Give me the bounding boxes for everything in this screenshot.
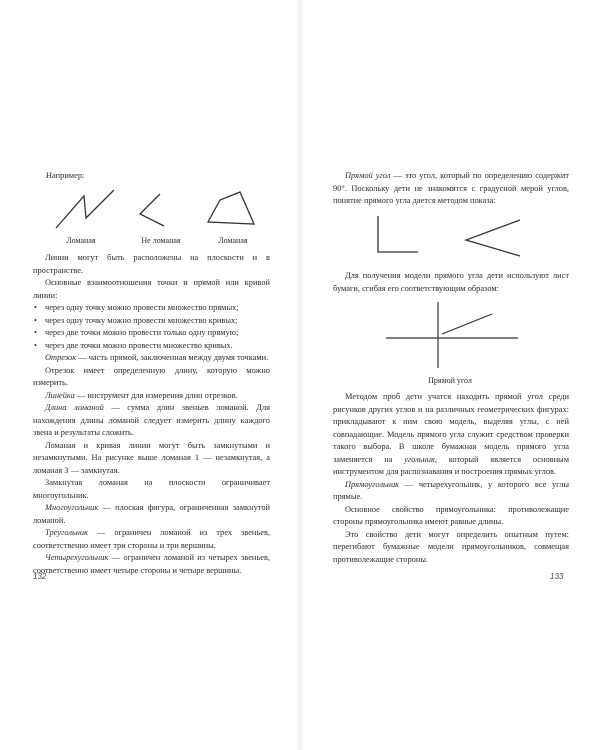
right-angle-shapes-figure bbox=[370, 212, 570, 262]
list-item: • через одну точку можно провести множество прямых; bbox=[33, 302, 270, 315]
relations-list bbox=[33, 302, 270, 352]
open-polyline-shape bbox=[56, 190, 114, 228]
experiment-paragraph: Это свойство дети могут определить опытным путем: перегибают бумажные модели прямоугольников, совмещая противолежащие стороны. bbox=[333, 529, 569, 564]
page-number-left: 132 bbox=[33, 572, 47, 581]
folded-paper-figure bbox=[384, 300, 524, 370]
right-angle-shape bbox=[378, 216, 418, 252]
segment-length: Отрезок имеет определенную длину, которую можно измерить. bbox=[33, 365, 270, 387]
caption-right-angle: Прямой угол bbox=[428, 376, 472, 385]
closed-polyline-shape bbox=[208, 192, 254, 224]
rectangle-definition: Прямоугольник — четырехугольник, у которого все углы прямые. bbox=[333, 479, 569, 501]
right-page bbox=[300, 0, 600, 750]
right-angle-intro: Прямой угол — это угол, который по определению содержит 90°. Поскольку дети не знакомятся с градусной мерой углов, понятие прямого угла дается методом показа: bbox=[333, 171, 569, 205]
angle-ray-line bbox=[442, 314, 492, 334]
caption-polyline-1: Ломаная bbox=[66, 236, 96, 245]
closed-bounds-paragraph: Замкнутая ломаная на плоскости ограничивает многоугольник. bbox=[33, 478, 270, 500]
caption-not-polyline: Не ломаная bbox=[141, 236, 181, 245]
page-number-right: 133 bbox=[550, 572, 564, 581]
caption-polyline-3: Ломаная bbox=[218, 236, 248, 245]
polyline-examples-figure bbox=[44, 184, 294, 236]
acute-angle-shape bbox=[466, 220, 520, 256]
closed-open-paragraph: Ломаная и кривая линии могут быть замкнутыми и незамкнутыми. На рисунке выше ломаная 1 — незамкнутая, а ломаная 3 — замкнутая. bbox=[33, 440, 270, 475]
trial-method-paragraph: Методом проб дети учатся находить прямой угол среди рисунков других углов и на различных геометрических фигурах: прикладывают к ним свою модель, выделяя углы, с ней совпадающие. Модель прямого угла служит средством проверки такого выбора. В школе бумажная модель прямого угла заменяется на угольник, который является основным инструментом для распознавания и построения прямых углов. bbox=[333, 392, 569, 476]
list-item: • через две точки можно провести множество кривых. bbox=[33, 340, 270, 353]
list-item: • через две точки можно провести только одну прямую; bbox=[33, 327, 270, 340]
left-body-text bbox=[33, 252, 270, 577]
example-label: Например: bbox=[46, 171, 85, 180]
quadrilateral-definition: Четырехугольник — ограничен ломаной из четырех звеньев, соответственно имеет четыре стороны и четыре вершины. bbox=[33, 553, 270, 575]
polyline-length-definition: Длина ломаной — сумма длин звеньев ломаной. Для нахождения длины ломаной следует измерить длину каждого звена и результаты сложить. bbox=[33, 403, 270, 437]
polygon-definition: Многоугольник — плоская фигура, ограниченная замкнутой ломаной. bbox=[33, 503, 270, 525]
angle-not-polyline-shape bbox=[140, 194, 164, 226]
rectangle-property: Основное свойство прямоугольника: противолежащие стороны прямоугольника имеют равные длины. bbox=[333, 504, 569, 526]
list-item: • через одну точку можно провести множество кривых; bbox=[33, 315, 270, 328]
lines-location: Линии могут быть расположены на плоскости и в пространстве. bbox=[33, 253, 270, 275]
right-body-text bbox=[333, 391, 569, 566]
segment-definition: Отрезок — часть прямой, заключенная между двумя точками. bbox=[45, 353, 269, 362]
paper-model-text: Для получения модели прямого угла дети используют лист бумаги, сгибая его соответствующим образом: bbox=[333, 271, 569, 293]
relations-intro: Основные взаимоотношения точки и прямой или кривой линии: bbox=[33, 278, 270, 300]
triangle-definition: Треугольник — ограничен ломаной из трех звеньев, соответственно имеет три стороны и три вершины. bbox=[33, 528, 270, 550]
ruler-definition: Линейка — инструмент для измерения длин отрезков. bbox=[45, 390, 238, 400]
